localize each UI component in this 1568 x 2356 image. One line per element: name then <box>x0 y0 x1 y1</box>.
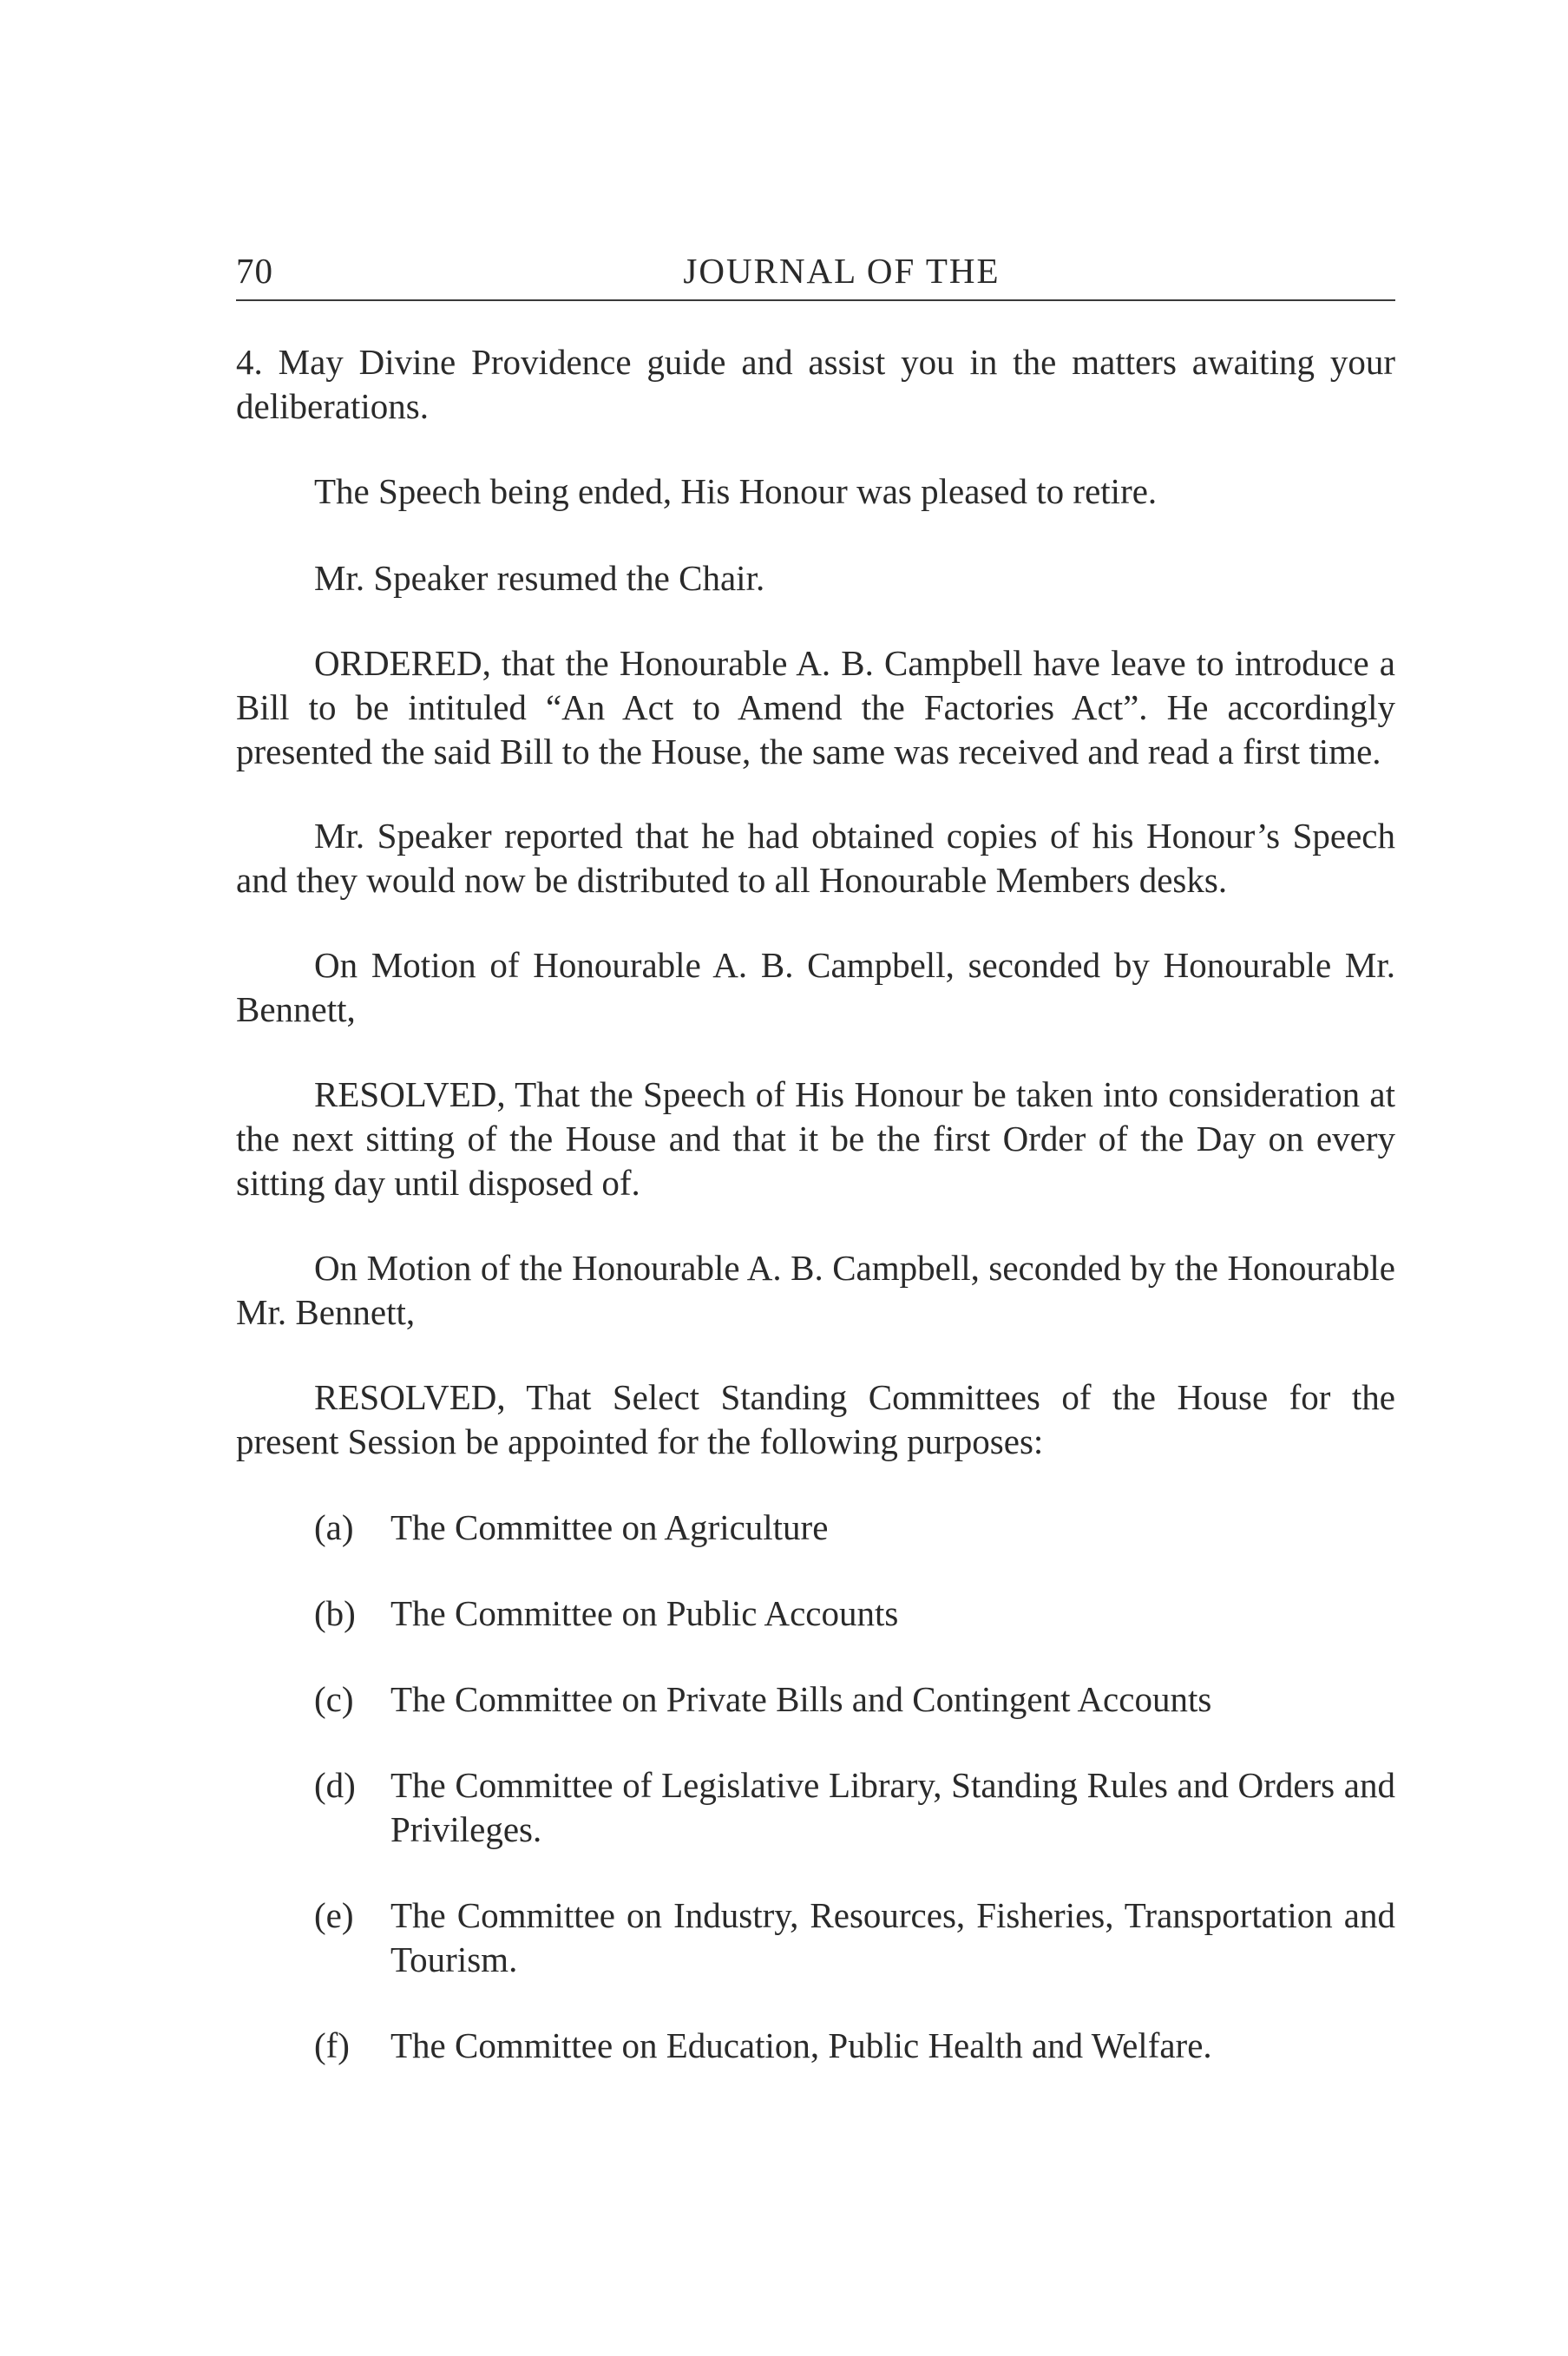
committee-item-label: (a) <box>314 1507 354 1547</box>
paragraph-resolved-committees: RESOLVED, That Select Standing Committees of the House for the present Session be appointed for the following purposes: <box>236 1377 1395 1461</box>
paragraph-closing-speech: 4. May Divine Providence guide and assist you in the matters awaiting your deliberations. <box>236 342 1395 426</box>
paragraph-resolved-speech: RESOLVED, That the Speech of His Honour be taken into consideration at the next sitting of the House and that it be the first Order of the Day on every sitting day until disposed of. <box>236 1074 1395 1203</box>
journal-body <box>236 340 1395 2068</box>
committee-item-label: (e) <box>314 1895 354 1935</box>
committee-item-text: The Committee on Agriculture <box>390 1507 829 1547</box>
header-rule <box>236 299 1395 301</box>
committee-item-e <box>236 1893 1395 1982</box>
running-head: JOURNAL OF THE <box>683 251 1001 291</box>
committee-item-text: The Committee on Industry, Resources, Fisheries, Transportation and Tourism. <box>390 1895 1395 1979</box>
paragraph-motion-1: On Motion of Honourable A. B. Campbell, seconded by Honourable Mr. Bennett, <box>236 945 1395 1029</box>
committee-item-d <box>236 1763 1395 1852</box>
paragraph-speaker-resumed: Mr. Speaker resumed the Chair. <box>314 558 765 598</box>
committee-item-c <box>236 1677 1395 1722</box>
committee-item-text: The Committee of Legislative Library, Standing Rules and Orders and Privileges. <box>390 1765 1395 1849</box>
committee-item-text: The Committee on Public Accounts <box>390 1593 899 1633</box>
page-number: 70 <box>236 251 273 291</box>
committee-item-label: (f) <box>314 2025 350 2065</box>
paragraph-speaker-reported: Mr. Speaker reported that he had obtained copies of his Honour’s Speech and they would now be distributed to all Honourable Members desks. <box>236 816 1395 900</box>
committee-item-b <box>236 1591 1395 1636</box>
committee-item-text: The Committee on Education, Public Health and Welfare. <box>390 2025 1212 2065</box>
paragraph-speech-ended: The Speech being ended, His Honour was pleased to retire. <box>314 471 1158 511</box>
committee-item-text: The Committee on Private Bills and Contingent Accounts <box>390 1679 1212 1719</box>
page-header <box>236 250 1395 295</box>
paragraph-ordered-bill: ORDERED, that the Honourable A. B. Campbell have leave to introduce a Bill to be intituled “An Act to Amend the Factories Act”. He accordingly presented the said Bill to the House, the same was received and read a first time. <box>236 643 1395 771</box>
committee-item-a <box>236 1506 1395 1550</box>
committee-list <box>236 1506 1395 2068</box>
committee-item-f <box>236 2024 1395 2068</box>
committee-item-label: (d) <box>314 1765 356 1805</box>
committee-item-label: (c) <box>314 1679 354 1719</box>
paragraph-motion-2: On Motion of the Honourable A. B. Campbell, seconded by the Honourable Mr. Bennett, <box>236 1248 1395 1332</box>
committee-item-label: (b) <box>314 1593 356 1633</box>
